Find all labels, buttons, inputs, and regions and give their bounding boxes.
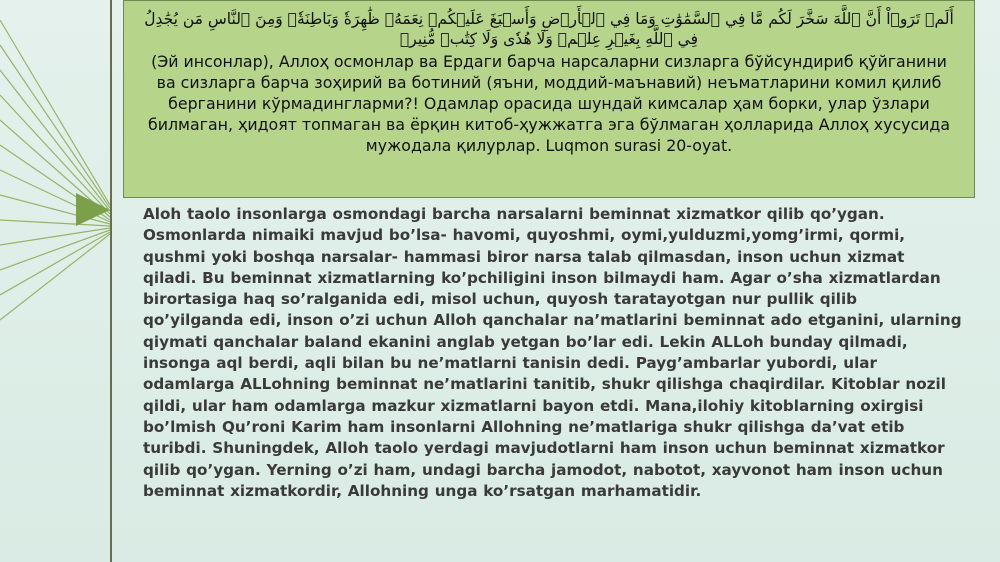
verse-translation: (Эй инсонлар), Аллоҳ осмонлар ва Ердаги барча нарсаларни сизларга бўйсундириб қўйганини ва сизларга барча зоҳирий ва ботиний (яъни, моддий-маънавий) неъматларини комил қилиб берганини кўрмадингларми?! Одамлар орасида шундай кимсалар ҳам борки, улар ўзлари билмаган, ҳидоят топмаган ва ёрқин китоб-ҳужжатга эга бўлмаган ҳолларида Аллоҳ хусусида мужодала қилурлар. Luqmon surasi 20-oyat. xyxy=(147,52,951,155)
arabic-verse: أَلَمۡ تَرَوۡاْ أَنَّ ٱللَّهَ سَخَّرَ لَكُم مَّا فِي ٱلسَّمَٰوَٰتِ وَمَا فِي ٱلۡأَرۡضِ وَأَسۡبَغَ عَلَيۡكُمۡ نِعَمَهُۥ ظَٰهِرَةٗ وَبَاطِنَةٗۗ وَمِنَ ٱلنَّاسِ مَن يُجَٰدِلُ فِي ٱللَّهِ بِغَيۡرِ عِلۡمٖ وَلَا هُدٗى وَلَا كِتَٰبٖ مُّنِيرٖ xyxy=(144,10,954,48)
decorative-lines xyxy=(0,0,125,562)
body-paragraph: Aloh taolo insonlarga osmondagi barcha narsalarni beminnat xizmatkor qilib qo’ygan. Osmonlarda nimaiki mavjud bo’lsa- havomi, quyoshmi, oymi,yulduzmi,yomg’irmi, qormi, qushmi yoki boshqa narsalar- hammasi biror narsa talab qilmasdan, inson uchun xizmat qiladi. Bu beminnat xizmatlarning ko’pchiligini inson bilmaydi ham. Agar o’sha xizmatlardan birortasiga haq so’ralganida edi, misol uchun, quyosh taratayotgan nur pullik qilib qo’yilganda edi, inson o’zi uchun Alloh qanchalar na’matlarini beminnat ado etganini, ularning qiymati qanchalar baland ekanini anglab yetgan bo’lar edi. Lekin ALLoh bunday qilmadi, insonga aql berdi, aqli bilan bu ne’matlarni tanisin dedi. Payg’ambarlar yubordi, ular odamlarga ALLohning beminnat ne’matlarini tanitib, shukr qilishga chaqirdilar. Kitoblar nozil qildi, ular ham odamlarga mazkur xizmatlarni bayon etdi. Mana,ilohiy kitoblarning oxirgisi bo’lmish Qu’roni Karim ham insonlarni Allohning ne’matlariga shukr qilishga da’vat etib turibdi. Shuningdek, Alloh taolo yerdagi mavjudotlarni ham inson uchun beminnat xizmatkor qilib qo’ygan. Yerning o’zi ham, undagi barcha jamodot, nabotot, xayvonot ham inson uchun beminnat xizmatkordir, Allohning unga ko’rsatgan marhamatidir. xyxy=(143,205,962,500)
quran-quote-box xyxy=(123,0,975,198)
vertical-rule xyxy=(110,0,112,562)
